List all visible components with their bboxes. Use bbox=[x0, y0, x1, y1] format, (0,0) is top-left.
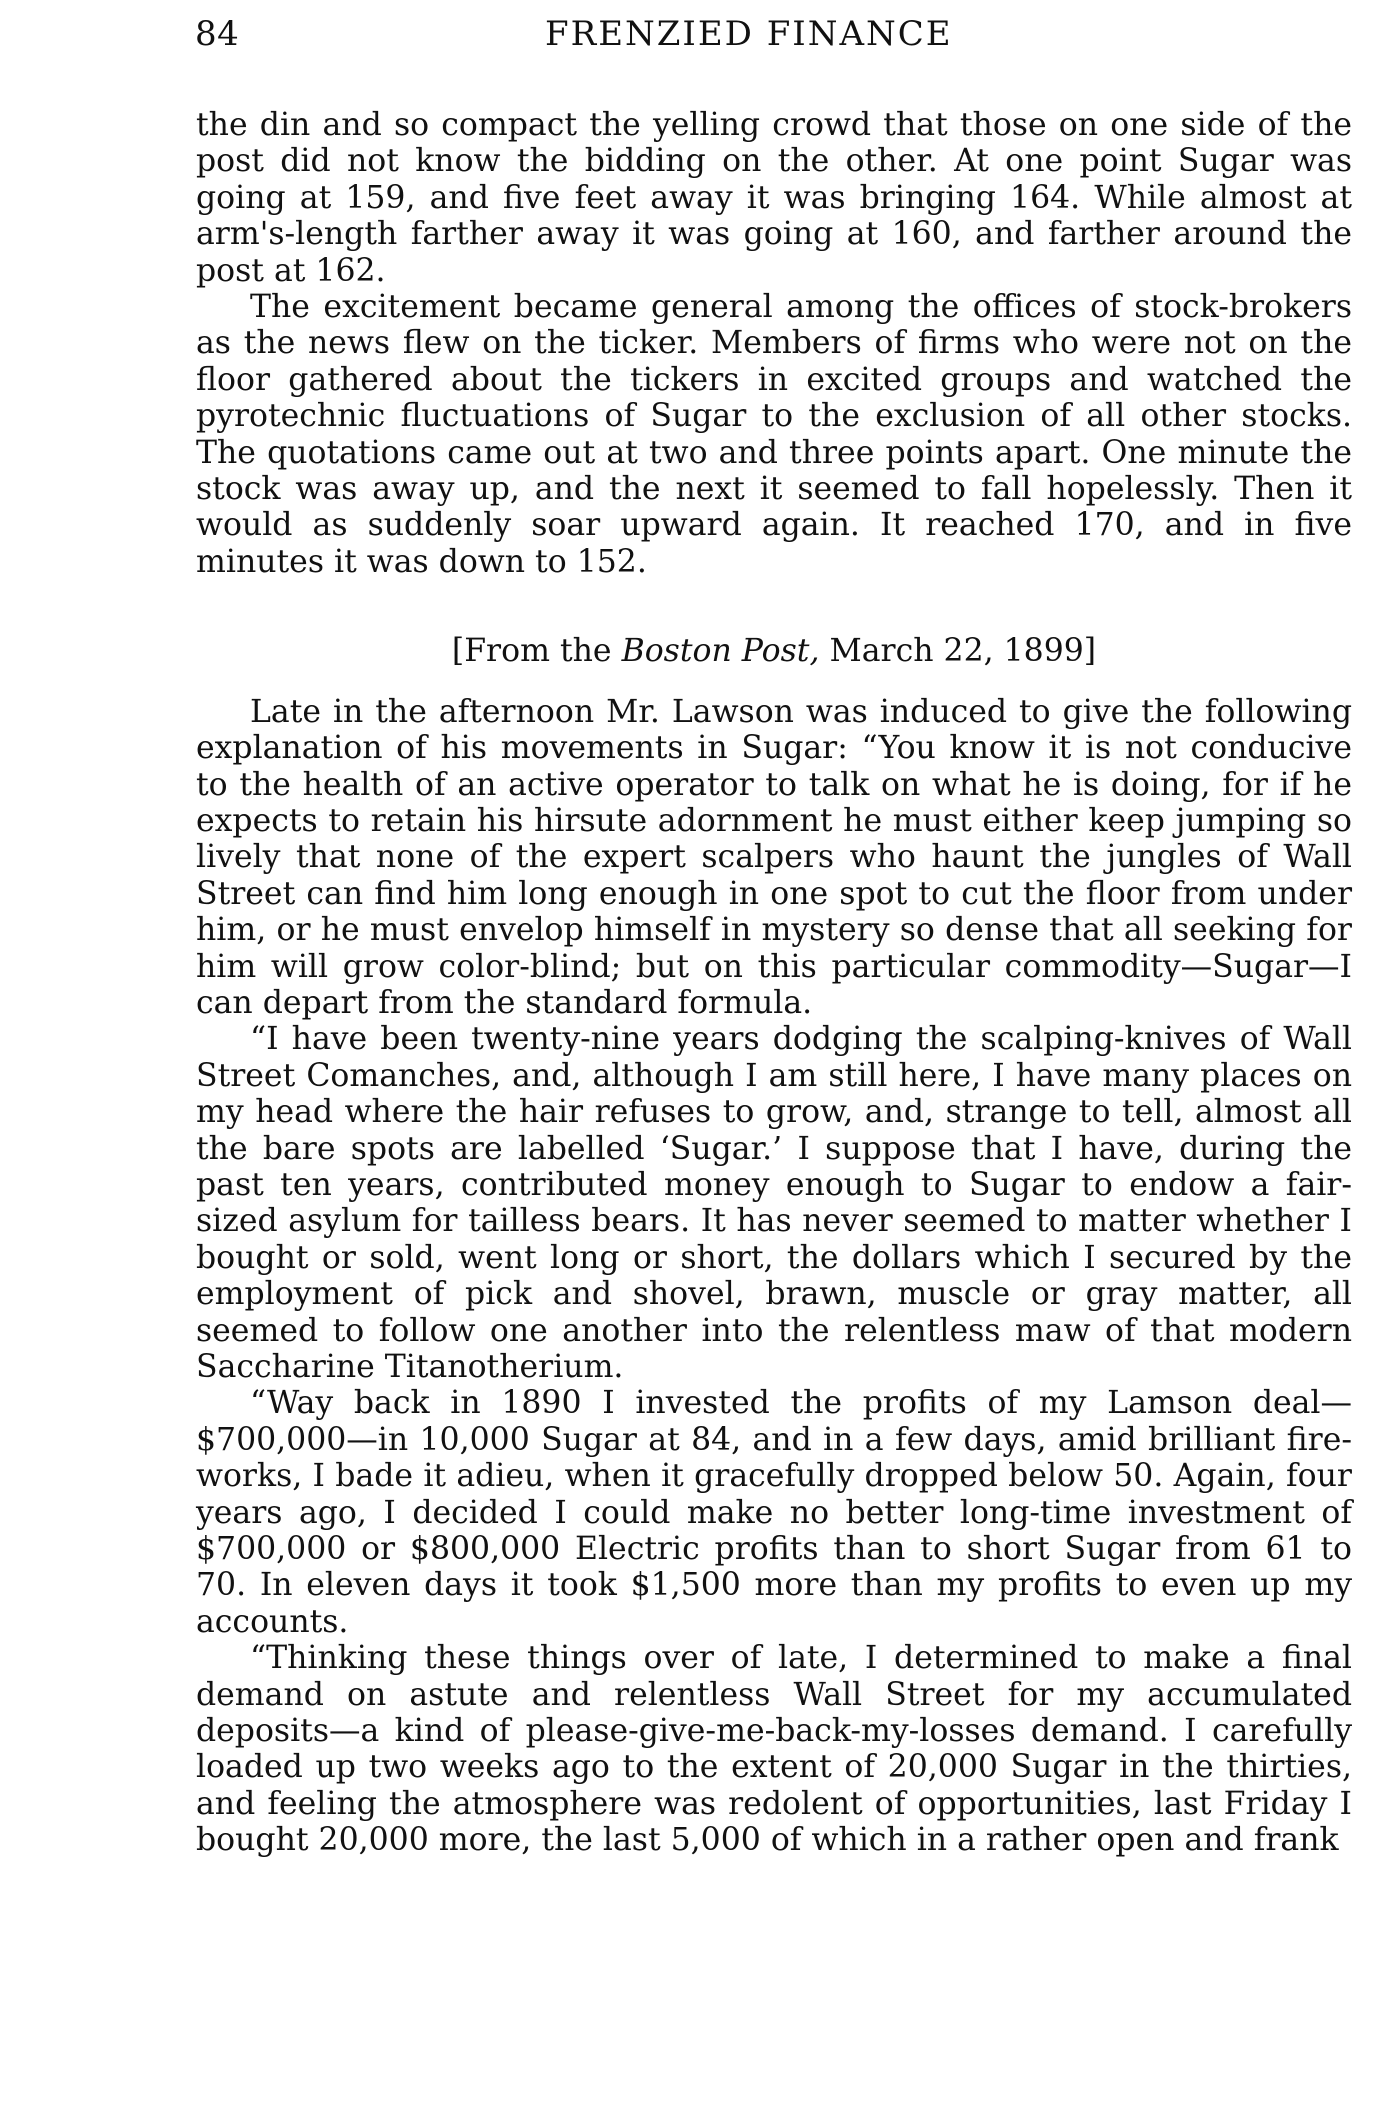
page-header bbox=[195, 14, 1345, 64]
source-citation bbox=[196, 633, 1352, 669]
paragraph: Late in the afternoon Mr. Lawson was induced to give the following explanation of his movements in Sugar: “You know it is not conducive to the health of an active operator to talk on what he is doing, for if he expects to retain his hirsute adornment he must either keep jumping so lively that none of the expert scalpers who haunt the jungles of Wall Street can find him long enough in one spot to cut the floor from under him, or he must envelop himself in mystery so dense that all seeking for him will grow color-blind; but on this particular commodity—Sugar—I can depart from the standard formula. bbox=[196, 693, 1352, 1021]
source-publication: Boston Post, bbox=[621, 633, 820, 670]
paragraph: “Way back in 1890 I invested the profits of my Lamson deal—$700,000—in 10,000 Sugar at 84, and in a few days, amid brilliant fire-works, I bade it adieu, when it gracefully dropped below 50. Again, four years ago, I decided I could make no better long-time investment of $700,000 or $800,000 Electric profits than to short Sugar from 61 to 70. In eleven days it took $1,500 more than my profits to even up my accounts. bbox=[196, 1385, 1352, 1640]
body-text bbox=[196, 107, 1352, 1859]
paragraph: The excitement became general among the offices of stock-brokers as the news flew on the ticker. Members of firms who were not on the floor gathered about the tickers in excited groups and watched the pyrotechnic fluctuations of Sugar to the exclusion of all other stocks. The quotations came out at two and three points apart. One minute the stock was away up, and the next it seemed to fall hopelessly. Then it would as suddenly soar upward again. It reached 170, and in five minutes it was down to 152. bbox=[196, 289, 1352, 580]
paragraph: the din and so compact the yelling crowd that those on one side of the post did not know the bidding on the other. At one point Sugar was going at 159, and five feet away it was bringing 164. While almost at arm's-length farther away it was going at 160, and farther around the post at 162. bbox=[196, 107, 1352, 289]
paragraph: “Thinking these things over of late, I determined to make a final demand on astute and relentless Wall Street for my accumulated deposits—a kind of please-give-me-back-my-losses demand. I carefully loaded up two weeks ago to the extent of 20,000 Sugar in the thirties, and feeling the atmosphere was redolent of opportunities, last Friday I bought 20,000 more, the last 5,000 of which in a rather open and frank bbox=[196, 1640, 1352, 1859]
paragraph: “I have been twenty-nine years dodging the scalping-knives of Wall Street Comanches, and, although I am still here, I have many places on my head where the hair refuses to grow, and, strange to tell, almost all the bare spots are labelled ‘Sugar.’ I suppose that I have, during the past ten years, contributed money enough to Sugar to endow a fair-sized asylum for tailless bears. It has never seemed to matter whether I bought or sold, went long or short, the dollars which I secured by the employment of pick and shovel, brawn, muscle or gray matter, all seemed to follow one another into the relentless maw of that modern Saccharine Titanotherium. bbox=[196, 1021, 1352, 1385]
page-number: 84 bbox=[195, 14, 240, 54]
running-title: FRENZIED FINANCE bbox=[545, 14, 953, 54]
source-date: March 22, 1899] bbox=[819, 633, 1097, 670]
source-prefix: [From the bbox=[451, 633, 622, 670]
